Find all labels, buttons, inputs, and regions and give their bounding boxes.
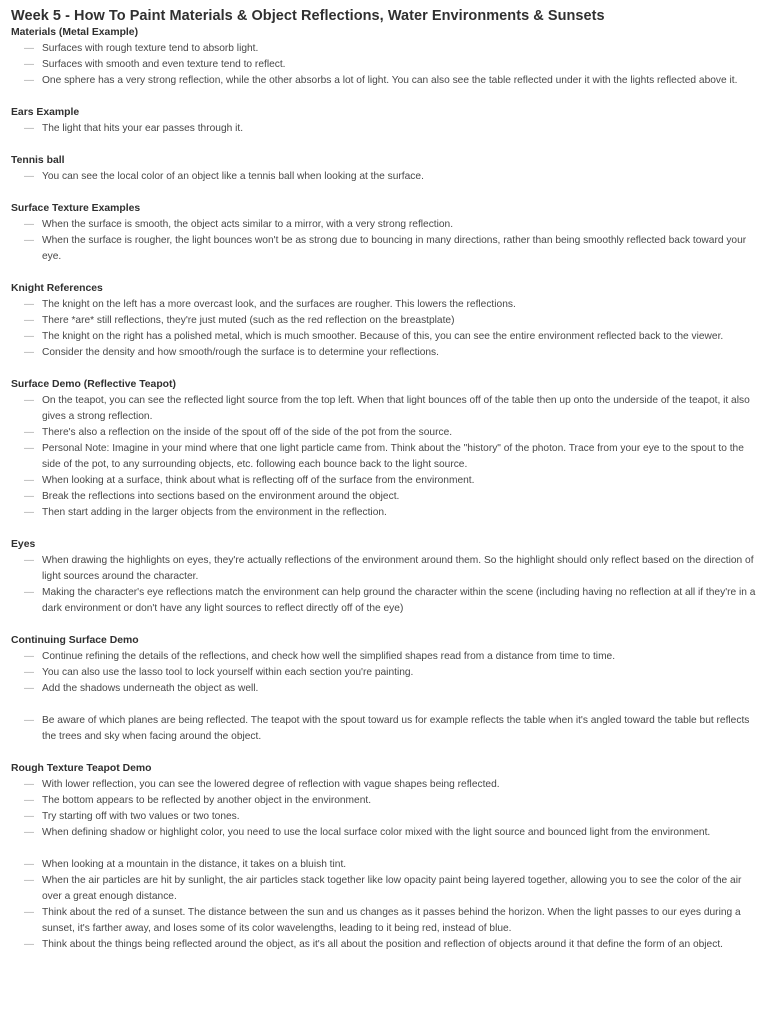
section-heading: Surface Texture Examples bbox=[11, 203, 141, 214]
dash-bullet-icon: — bbox=[24, 651, 34, 662]
bullet-text: The bottom appears to be reflected by another object in the environment. bbox=[42, 795, 372, 806]
bullet-list bbox=[11, 857, 756, 953]
note-section bbox=[11, 377, 756, 521]
bullet-list bbox=[11, 393, 756, 521]
bullet-item bbox=[11, 681, 756, 697]
bullet-text: Think about the things being reflected around the object, as it's all about the position and reflection of objects around it that define the form of an object. bbox=[42, 939, 723, 950]
dash-bullet-icon: — bbox=[24, 347, 34, 358]
section-heading: Surface Demo (Reflective Teapot) bbox=[11, 379, 176, 390]
dash-bullet-icon: — bbox=[24, 75, 34, 86]
bullet-text: When defining shadow or highlight color, you need to use the local surface color mixed with the light source and bounced light from the environment. bbox=[42, 827, 711, 838]
bullet-text: When looking at a mountain in the distance, it takes on a bluish tint. bbox=[42, 859, 347, 870]
bullet-item bbox=[11, 873, 756, 905]
bullet-text: Then start adding in the larger objects from the environment in the reflection. bbox=[42, 507, 387, 518]
bullet-text: When the air particles are hit by sunlight, the air particles stack together like low opacity paint being layered together, allowing you to see the color of the air over a great enough distance. bbox=[42, 875, 742, 902]
bullet-item bbox=[11, 169, 756, 185]
bullet-item bbox=[11, 57, 756, 73]
section-heading: Tennis ball bbox=[11, 155, 65, 166]
dash-bullet-icon: — bbox=[24, 443, 34, 454]
dash-bullet-icon: — bbox=[24, 907, 34, 918]
bullet-item bbox=[11, 649, 756, 665]
note-section bbox=[11, 25, 756, 89]
bullet-item bbox=[11, 121, 756, 137]
bullet-item bbox=[11, 585, 756, 617]
dash-bullet-icon: — bbox=[24, 315, 34, 326]
bullet-text: Be aware of which planes are being reflected. The teapot with the spout toward us for example reflects the table when it's angled toward the table but reflects the trees and sky when facing around the object. bbox=[42, 715, 750, 742]
bullet-text: When drawing the highlights on eyes, they're actually reflections of the environment around them. So the highlight should only reflect based on the direction of light sources around the character. bbox=[42, 555, 754, 582]
dash-bullet-icon: — bbox=[24, 43, 34, 54]
bullet-list bbox=[11, 649, 756, 697]
bullet-list bbox=[11, 777, 756, 841]
note-section bbox=[11, 105, 756, 137]
section-heading: Ears Example bbox=[11, 107, 80, 118]
bullet-item bbox=[11, 905, 756, 937]
dash-bullet-icon: — bbox=[24, 299, 34, 310]
bullet-text: You can see the local color of an object like a tennis ball when looking at the surface. bbox=[42, 171, 424, 182]
bullet-item bbox=[11, 713, 756, 745]
bullet-item bbox=[11, 665, 756, 681]
bullet-item bbox=[11, 425, 756, 441]
dash-bullet-icon: — bbox=[24, 667, 34, 678]
bullet-item bbox=[11, 297, 756, 313]
section-heading: Continuing Surface Demo bbox=[11, 635, 139, 646]
bullet-text: The light that hits your ear passes through it. bbox=[42, 123, 244, 134]
dash-bullet-icon: — bbox=[24, 587, 34, 598]
bullet-item bbox=[11, 233, 756, 265]
dash-bullet-icon: — bbox=[24, 795, 34, 806]
dash-bullet-icon: — bbox=[24, 331, 34, 342]
bullet-text: Continue refining the details of the reflections, and check how well the simplified shapes read from a distance from time to time. bbox=[42, 651, 616, 662]
bullet-text: Making the character's eye reflections match the environment can help ground the character within the scene (including having no reflection at all if they're in a dark environment or don't have any light sources to reflect directly off of the eye) bbox=[42, 587, 756, 614]
bullet-item bbox=[11, 73, 756, 89]
bullet-item bbox=[11, 345, 756, 361]
note-section bbox=[11, 633, 756, 745]
note-section bbox=[11, 537, 756, 617]
bullet-text: When the surface is rougher, the light bounces won't be as strong due to bouncing in many directions, rather than being smoothly reflected back toward your eye. bbox=[42, 235, 747, 262]
bullet-text: One sphere has a very strong reflection, while the other absorbs a lot of light. You can also see the table reflected under it with the lights reflected above it. bbox=[42, 75, 738, 86]
note-section bbox=[11, 153, 756, 185]
dash-bullet-icon: — bbox=[24, 123, 34, 134]
dash-bullet-icon: — bbox=[24, 475, 34, 486]
dash-bullet-icon: — bbox=[24, 683, 34, 694]
bullet-item bbox=[11, 393, 756, 425]
bullet-item bbox=[11, 857, 756, 873]
bullet-list bbox=[11, 41, 756, 89]
bullet-item bbox=[11, 793, 756, 809]
dash-bullet-icon: — bbox=[24, 427, 34, 438]
bullet-text: There *are* still reflections, they're just muted (such as the red reflection on the breastplate) bbox=[42, 315, 455, 326]
bullet-text: Try starting off with two values or two tones. bbox=[42, 811, 240, 822]
bullet-item bbox=[11, 937, 756, 953]
dash-bullet-icon: — bbox=[24, 219, 34, 230]
bullet-text: The knight on the right has a polished metal, which is much smoother. Because of this, you can see the entire environment reflected back to the viewer. bbox=[42, 331, 724, 342]
bullet-item bbox=[11, 505, 756, 521]
bullet-list bbox=[11, 713, 756, 745]
section-heading: Eyes bbox=[11, 539, 36, 550]
dash-bullet-icon: — bbox=[24, 779, 34, 790]
notes-body bbox=[11, 25, 756, 953]
note-section bbox=[11, 761, 756, 953]
dash-bullet-icon: — bbox=[24, 235, 34, 246]
bullet-item bbox=[11, 825, 756, 841]
note-section bbox=[11, 281, 756, 361]
bullet-item bbox=[11, 809, 756, 825]
bullet-item bbox=[11, 441, 756, 473]
bullet-list bbox=[11, 297, 756, 361]
bullet-item bbox=[11, 329, 756, 345]
bullet-item bbox=[11, 777, 756, 793]
document-title: Week 5 - How To Paint Materials & Object Reflections, Water Environments & Sunsets bbox=[11, 8, 605, 24]
bullet-item bbox=[11, 313, 756, 329]
bullet-text: Think about the red of a sunset. The distance between the sun and us changes as it passes behind the horizon. When the light passes to our eyes during a sunset, it's farther away, and loses some of its color wavelengths, leading to it being red, instead of blue. bbox=[42, 907, 741, 934]
bullet-text: On the teapot, you can see the reflected light source from the top left. When that light bounces off of the table then up onto the underside of the teapot, it also gives a strong reflection. bbox=[42, 395, 750, 422]
dash-bullet-icon: — bbox=[24, 827, 34, 838]
bullet-text: You can also use the lasso tool to lock yourself within each section you're painting. bbox=[42, 667, 414, 678]
section-heading: Materials (Metal Example) bbox=[11, 27, 139, 38]
bullet-text: With lower reflection, you can see the lowered degree of reflection with vague shapes being reflected. bbox=[42, 779, 500, 790]
bullet-list bbox=[11, 553, 756, 617]
note-section bbox=[11, 201, 756, 265]
bullet-text: Add the shadows underneath the object as well. bbox=[42, 683, 259, 694]
section-heading: Rough Texture Teapot Demo bbox=[11, 763, 152, 774]
bullet-text: Surfaces with rough texture tend to absorb light. bbox=[42, 43, 259, 54]
bullet-text: Surfaces with smooth and even texture tend to reflect. bbox=[42, 59, 286, 70]
bullet-text: When the surface is smooth, the object acts similar to a mirror, with a very strong reflection. bbox=[42, 219, 454, 230]
bullet-item bbox=[11, 217, 756, 233]
bullet-text: The knight on the left has a more overcast look, and the surfaces are rougher. This lowers the reflections. bbox=[42, 299, 516, 310]
bullet-item bbox=[11, 489, 756, 505]
section-heading: Knight References bbox=[11, 283, 103, 294]
bullet-text: There's also a reflection on the inside of the spout off of the side of the pot from the source. bbox=[42, 427, 453, 438]
dash-bullet-icon: — bbox=[24, 715, 34, 726]
dash-bullet-icon: — bbox=[24, 395, 34, 406]
bullet-text: Personal Note: Imagine in your mind where that one light particle came from. Think about the "history" of the photon. Trace from your eye to the spout to the side of the pot, to any surrounding objects, etc. following each bounce back to the light source. bbox=[42, 443, 744, 470]
dash-bullet-icon: — bbox=[24, 171, 34, 182]
bullet-list bbox=[11, 217, 756, 265]
bullet-list bbox=[11, 121, 756, 137]
dash-bullet-icon: — bbox=[24, 875, 34, 886]
bullet-item bbox=[11, 41, 756, 57]
dash-bullet-icon: — bbox=[24, 939, 34, 950]
bullet-text: Consider the density and how smooth/rough the surface is to determine your reflections. bbox=[42, 347, 439, 358]
bullet-item bbox=[11, 473, 756, 489]
dash-bullet-icon: — bbox=[24, 555, 34, 566]
dash-bullet-icon: — bbox=[24, 859, 34, 870]
bullet-text: When looking at a surface, think about what is reflecting off of the surface from the environment. bbox=[42, 475, 475, 486]
dash-bullet-icon: — bbox=[24, 491, 34, 502]
bullet-list bbox=[11, 169, 756, 185]
bullet-item bbox=[11, 553, 756, 585]
bullet-text: Break the reflections into sections based on the environment around the object. bbox=[42, 491, 400, 502]
dash-bullet-icon: — bbox=[24, 811, 34, 822]
dash-bullet-icon: — bbox=[24, 59, 34, 70]
dash-bullet-icon: — bbox=[24, 507, 34, 518]
